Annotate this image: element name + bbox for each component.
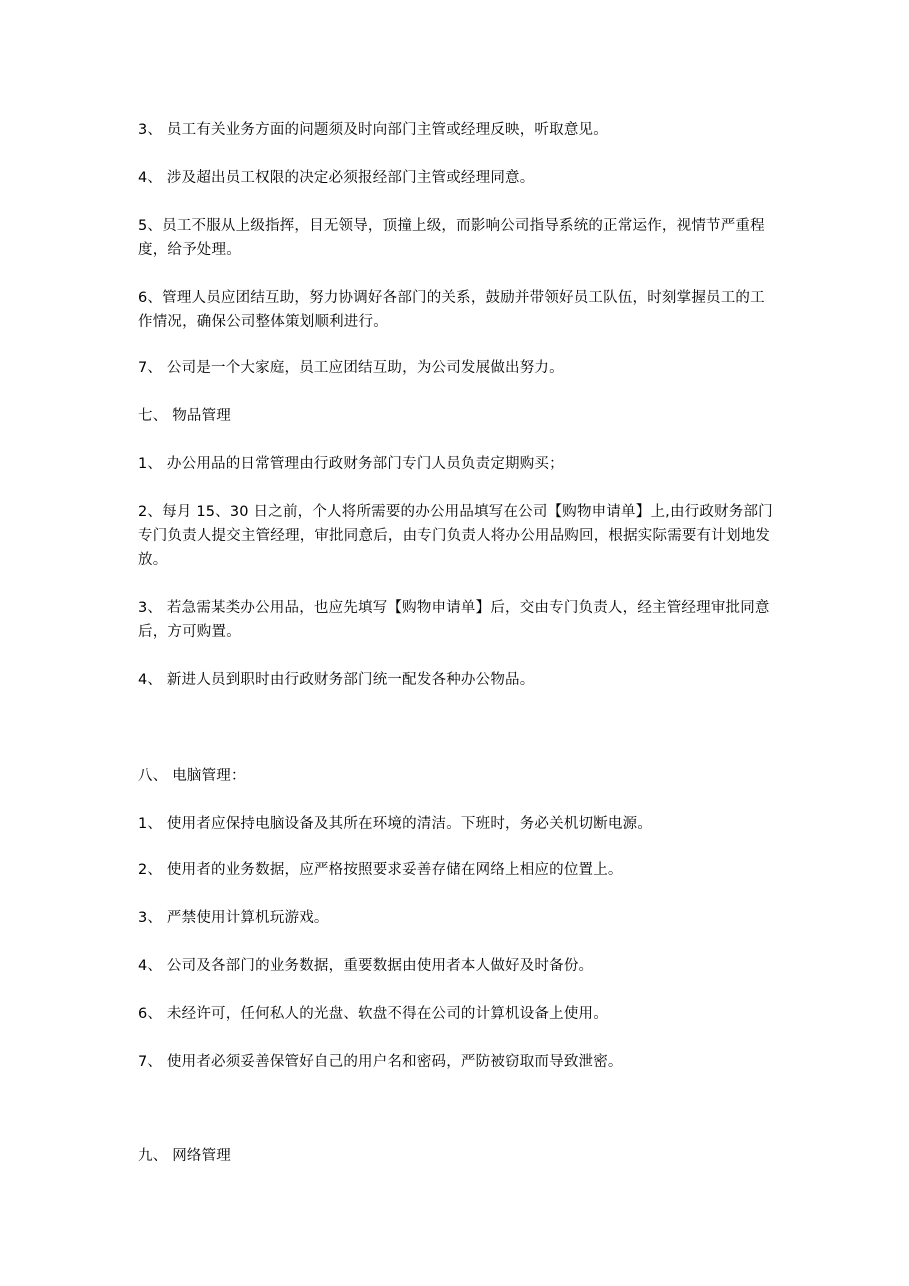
section-heading-computers: 八、 电脑管理： bbox=[138, 768, 246, 784]
paragraph-supplies-new-staff: 4、 新进人员到职时由行政财务部门统一配发各种办公物品。 bbox=[138, 672, 535, 688]
paragraph-supplies-urgent: 3、 若急需某类办公用品，也应先填写【购物申请单】后，交由专门负责人，经主管经理审批同意后，方可购置。 bbox=[138, 600, 770, 640]
paragraph-company-family: 7、 公司是一个大家庭，员工应团结互助，为公司发展做出努力。 bbox=[138, 360, 564, 376]
paragraph-managers-unity: 6、管理人员应团结互助，努力协调好各部门的关系，鼓励并带领好员工队伍，时刻掌握员工的工作情况，确保公司整体策划顺利进行。 bbox=[138, 290, 765, 330]
section-heading-network: 九、 网络管理 bbox=[138, 1148, 232, 1164]
paragraph-computer-cleanliness: 1、 使用者应保持电脑设备及其所在环境的清洁。下班时，务必关机切断电源。 bbox=[138, 816, 653, 832]
paragraph-staff-report-issues: 3、 员工有关业务方面的问题须及时向部门主管或经理反映，听取意见。 bbox=[138, 122, 608, 138]
paragraph-supplies-request: 2、每月 15、30 日之前，个人将所需要的办公用品填写在公司【购物申请单】上,由行政财务部门专门负责人提交主管经理，审批同意后，由专门负责人将办公用品购回，根据实际需要有计划地发放。 bbox=[138, 504, 773, 568]
paragraph-computer-no-games: 3、 严禁使用计算机玩游戏。 bbox=[138, 910, 329, 926]
paragraph-computer-passwords: 7、 使用者必须妥善保管好自己的用户名和密码，严防被窃取而导致泄密。 bbox=[138, 1054, 623, 1070]
section-heading-supplies: 七、 物品管理 bbox=[138, 408, 232, 424]
paragraph-computer-backup: 4、 公司及各部门的业务数据，重要数据由使用者本人做好及时备份。 bbox=[138, 958, 594, 974]
paragraph-supplies-purchase: 1、 办公用品的日常管理由行政财务部门专门人员负责定期购买； bbox=[138, 456, 564, 472]
paragraph-computer-data-storage: 2、 使用者的业务数据，应严格按照要求妥善存储在网络上相应的位置上。 bbox=[138, 862, 623, 878]
paragraph-staff-disobedience: 5、员工不服从上级指挥，目无领导，顶撞上级，而影响公司指导系统的正常运作，视情节严重程度，给予处理。 bbox=[138, 218, 765, 258]
paragraph-staff-authority: 4、 涉及超出员工权限的决定必须报经部门主管或经理同意。 bbox=[138, 170, 535, 186]
paragraph-computer-no-private-media: 6、 未经许可，任何私人的光盘、软盘不得在公司的计算机设备上使用。 bbox=[138, 1006, 608, 1022]
